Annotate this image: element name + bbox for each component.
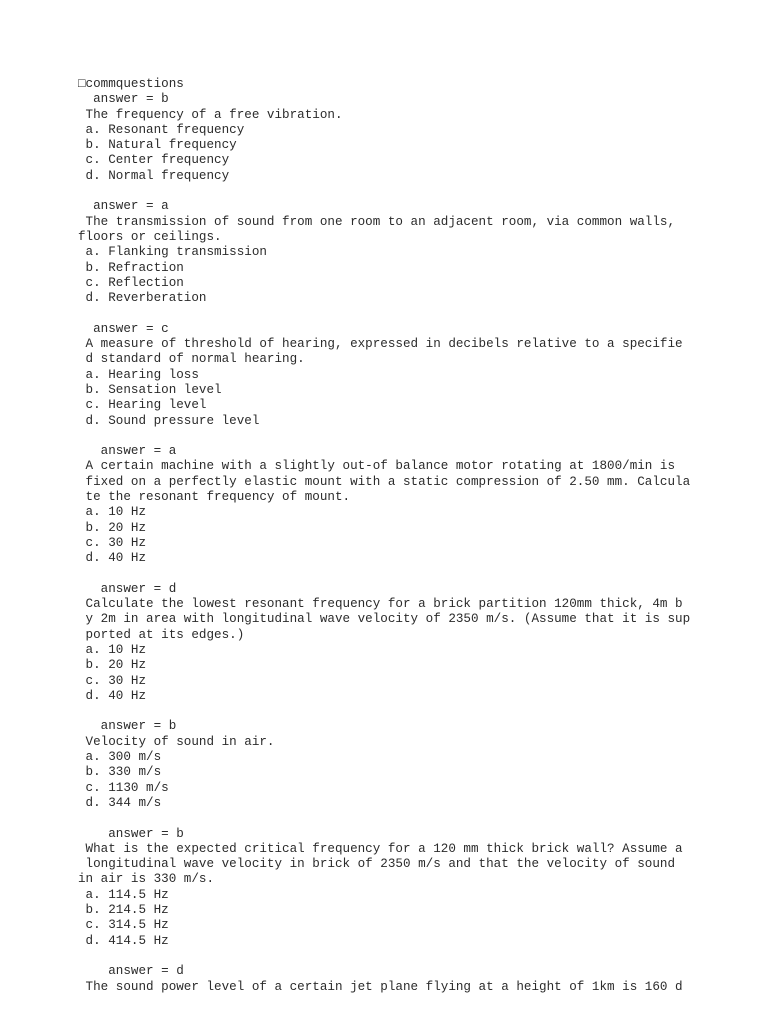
- answer-key-line: answer = b: [78, 719, 177, 734]
- choice-line: d. Reverberation: [78, 291, 207, 306]
- choice-line: c. Reflection: [78, 275, 184, 290]
- choice-line: d. 414.5 Hz: [78, 933, 169, 948]
- choice-line: b. 20 Hz: [78, 520, 147, 535]
- choice-line: a. 10 Hz: [78, 642, 147, 657]
- question-line: fixed on a perfectly elastic mount with a static compression of 2.50 mm. Calcula: [78, 474, 691, 489]
- choice-line: b. Natural frequency: [78, 138, 237, 153]
- choice-line: a. 114.5 Hz: [78, 887, 169, 902]
- choice-line: a. 300 m/s: [78, 750, 162, 765]
- blank-line: [78, 306, 758, 321]
- document-body: [78, 77, 758, 995]
- choice-line: b. 214.5 Hz: [78, 903, 169, 918]
- question-line: A measure of threshold of hearing, expressed in decibels relative to a specifie: [78, 337, 683, 352]
- answer-key-line: answer = a: [78, 444, 177, 459]
- question-line: ported at its edges.): [78, 627, 245, 642]
- choice-line: d. 40 Hz: [78, 551, 147, 566]
- choice-line: c. 30 Hz: [78, 535, 147, 550]
- question-line: A certain machine with a slightly out-of balance motor rotating at 1800/min is: [78, 459, 676, 474]
- choice-line: a. Resonant frequency: [78, 122, 245, 137]
- question-line: The frequency of a free vibration.: [78, 107, 343, 122]
- answer-key-line: answer = d: [78, 964, 184, 979]
- question-line: te the resonant frequency of mount.: [78, 490, 351, 505]
- choice-line: b. Sensation level: [78, 382, 222, 397]
- blank-line: [78, 567, 758, 582]
- question-line: The transmission of sound from one room to an adjacent room, via common walls,: [78, 214, 676, 229]
- blank-line: [78, 429, 758, 444]
- question-line: y 2m in area with longitudinal wave velocity of 2350 m/s. (Assume that it is sup: [78, 612, 691, 627]
- document-title: □commquestions: [78, 77, 184, 91]
- question-line: floors or ceilings.: [78, 229, 222, 244]
- question-line: Calculate the lowest resonant frequency for a brick partition 120mm thick, 4m b: [78, 597, 683, 612]
- choice-line: b. 20 Hz: [78, 658, 147, 673]
- choice-line: c. 1130 m/s: [78, 780, 169, 795]
- choice-line: c. Center frequency: [78, 153, 230, 168]
- choice-line: a. Hearing loss: [78, 367, 199, 382]
- question-line: What is the expected critical frequency for a 120 mm thick brick wall? Assume a: [78, 841, 683, 856]
- choice-line: d. 40 Hz: [78, 688, 147, 703]
- answer-key-line: answer = d: [78, 581, 177, 596]
- question-line: Velocity of sound in air.: [78, 734, 275, 749]
- blank-line: [78, 949, 758, 964]
- question-line: in air is 330 m/s.: [78, 872, 215, 887]
- blank-line: [78, 811, 758, 826]
- choice-line: a. 10 Hz: [78, 505, 147, 520]
- choice-line: c. 30 Hz: [78, 673, 147, 688]
- question-line: The sound power level of a certain jet plane flying at a height of 1km is 160 d: [78, 979, 683, 994]
- choice-line: c. 314.5 Hz: [78, 918, 169, 933]
- blank-line: [78, 184, 758, 199]
- choice-line: d. Normal frequency: [78, 168, 230, 183]
- choice-line: c. Hearing level: [78, 398, 207, 413]
- choice-line: b. 330 m/s: [78, 765, 162, 780]
- answer-key-line: answer = b: [78, 826, 184, 841]
- question-line: d standard of normal hearing.: [78, 352, 305, 367]
- choice-line: d. Sound pressure level: [78, 413, 260, 428]
- answer-key-line: answer = c: [78, 321, 169, 336]
- choice-line: a. Flanking transmission: [78, 245, 267, 260]
- choice-line: b. Refraction: [78, 260, 184, 275]
- answer-key-line: answer = a: [78, 199, 169, 214]
- answer-key-line: answer = b: [78, 92, 169, 107]
- question-line: longitudinal wave velocity in brick of 2350 m/s and that the velocity of sound: [78, 857, 676, 872]
- blank-line: [78, 704, 758, 719]
- choice-line: d. 344 m/s: [78, 795, 162, 810]
